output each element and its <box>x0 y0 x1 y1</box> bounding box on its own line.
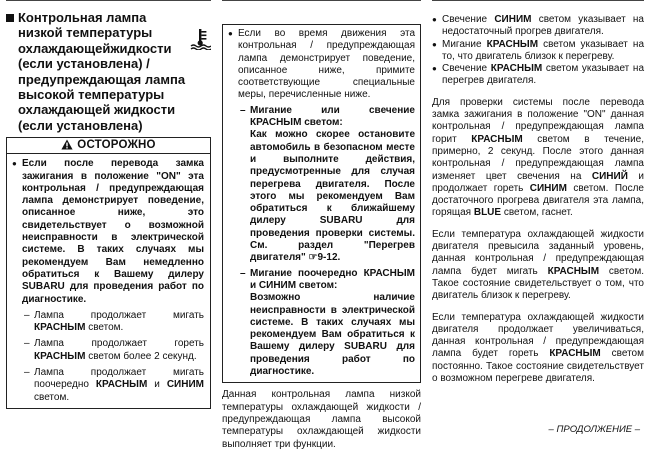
caution-subitem-text: Как можно скорее остановите автомобиль в безопасном месте и выполните действия, предусмотренные для случая перегрева двигателя. После этого мы рекомендуем Вам обратиться к ближайшему дилеру SUBARU для проведения проверки системы. См. раздел "Перегрев двигателя" ☞9-12. <box>250 129 415 264</box>
warning-item: ● Если после перевода замка зажигания в положение "ON" эта контрольная / предупреждающая лампа демонстрирует поведение, описанное ниже, это свидетельствует о возможной неисправности в электрической системе. В таких случаях мы рекомендуем Вам немедленно обратиться к Вашему дилеру SUBARU для проведения работ по диагностике. <box>12 158 204 306</box>
warning-subitem: – Лампа продолжает гореть КРАСНЫМ светом более 2 секунд. <box>12 338 204 363</box>
continued-label: – ПРОДОЛЖЕНИЕ – <box>548 424 640 435</box>
column-2 <box>222 0 421 451</box>
body-paragraph: Для проверки системы после перевода замка зажигания в положение "ON" данная контрольная / предупреждающая лампа горит КРАСНЫМ светом в течение, примерно, 2 секунд. После этого данная контрольная / предупреждающая лампа изменяет цвет свечения на СИНИЙ и продолжает гореть СИНИМ светом. После достаточного прогрева двигателя эта лампа, горящая BLUE светом, гаснет. <box>432 96 644 219</box>
warning-box <box>6 137 211 409</box>
column-1 <box>6 0 211 409</box>
function-item: ● Свечение СИНИМ светом указывает на недостаточный прогрев двигателя. <box>432 14 644 39</box>
warning-subitem: – Лампа продолжает мигать поочередно КРАСНЫМ и СИНИМ светом. <box>12 367 204 404</box>
section-title: Контрольная лампа низкой температуры охлаждающейжидкости (если установлена) / предупреждающая лампа высокой температуры охлаждающей жидкости (если установлена) <box>18 10 186 133</box>
function-item: ● Мигание КРАСНЫМ светом указывает на то, что двигатель близок к перегреву. <box>432 39 644 64</box>
caution-item: ● Если во время движения эта контрольная / предупреждающая лампа демонстрирует поведение, описанное ниже, примите соответствующие специальные меры, перечисленные ниже. <box>228 28 415 102</box>
caution-box <box>222 24 421 383</box>
caution-subitem-text: Возможно наличие неисправности в электрической системе. В таких случаях мы рекомендуем Вам обратиться к Вашему дилеру SUBARU для проведения работ по диагностике. <box>250 292 415 378</box>
caution-subitem-heading: – Мигание поочередно КРАСНЫМ и СИНИМ светом: <box>228 268 415 293</box>
functions-paragraph: Данная контрольная лампа низкой температуры охлаждающей жидкости / предупреждающая лампа высокой температуры охлаждающей жидкости выполняет три функции. <box>222 389 421 450</box>
body-paragraph: Если температура охлаждающей жидкости двигателя превысила заданный уровень, данная контрольная / предупреждающая лампа будет мигать КРАСНЫМ светом. Такое состояние свидетельствует о том, что двигатель близок к перегреву. <box>432 228 644 302</box>
bullet-square <box>6 14 14 22</box>
function-item: ● Свечение КРАСНЫМ светом указывает на перегрев двигателя. <box>432 63 644 88</box>
column-3 <box>432 0 644 385</box>
coolant-temperature-icon <box>189 28 211 50</box>
warning-heading <box>7 138 210 154</box>
caution-subitem-heading: – Мигание или свечение КРАСНЫМ светом: <box>228 105 415 130</box>
warning-triangle-icon <box>61 139 73 150</box>
section-header <box>6 10 211 133</box>
warning-heading-text: ОСТОРОЖНО <box>77 139 156 152</box>
body-paragraph: Если температура охлаждающей жидкости двигателя продолжает увеличиваться, данная контрольная / предупреждающая лампа будет гореть КРАСНЫМ светом постоянно. Такое состояние свидетельствует о возможном перегреве двигателя. <box>432 311 644 385</box>
warning-subitem: – Лампа продолжает мигать КРАСНЫМ светом. <box>12 310 204 335</box>
